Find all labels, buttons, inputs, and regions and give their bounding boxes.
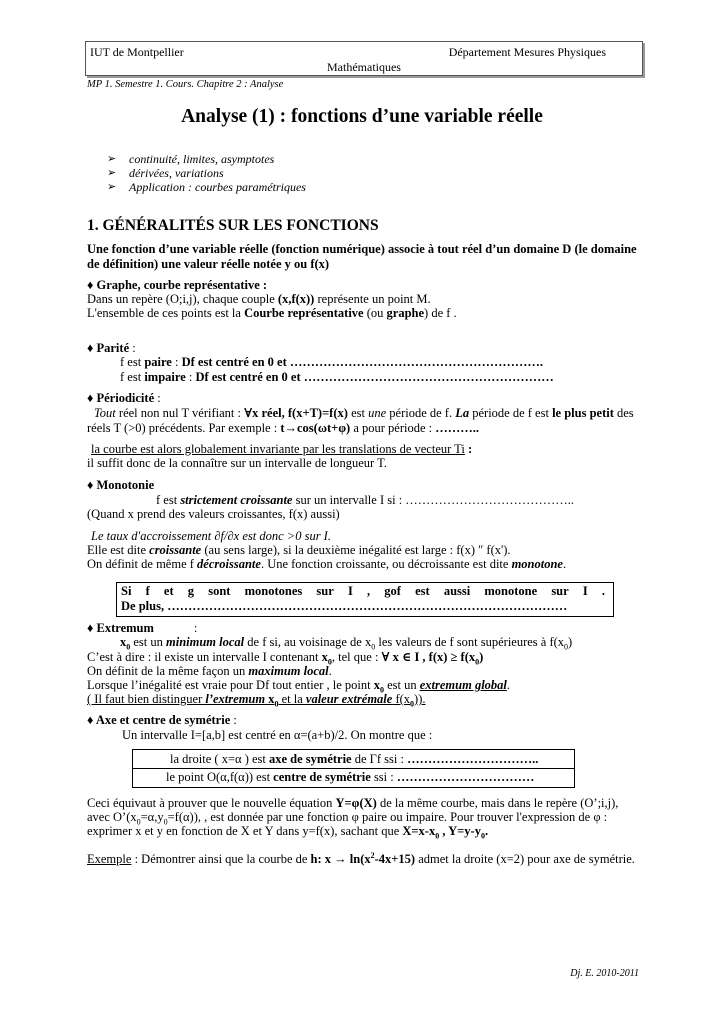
periodicite-heading: ♦ Périodicité :: [87, 391, 161, 405]
statement-word: monotone: [484, 584, 538, 598]
arrow-icon: ➢: [107, 167, 117, 179]
extremum-line: $x_0$ est un minimum local de f si, au voisinage de $x_0$ les valeurs de f sont supérieures à $f(x_0)$: [120, 635, 573, 652]
axis-condition: la droite ( x=α ) est axe de symétrie de Γf ssi : …………………………..: [170, 752, 539, 766]
extremum-line: C’est à dire : il existe un intervalle I contenant $x_0$, tel que : ∀ x ∈ I , $f(x) \ge f(x_0)$: [87, 650, 484, 667]
section-heading: 1. GÉNÉRALITÉS SUR LES FONCTIONS: [87, 217, 379, 234]
course-subheader: MP 1. Semestre 1. Cours. Chapitre 2 : Analyse: [87, 79, 284, 90]
statement-word: monotones: [244, 584, 303, 598]
statement-word: ,: [366, 584, 371, 598]
toc-item: ➢ dérivées, variations: [107, 166, 224, 180]
monotonie-line: Elle est dite croissante (au sens large), si la deuxième inégalité est large : f(x) ″ f(x').: [87, 543, 511, 557]
monotonie-line: Le taux d'accroissement ∂f/∂x est donc >0 sur I.: [91, 529, 331, 543]
statement-word: aussi: [443, 584, 471, 598]
header-department: Département Mesures Physiques: [448, 45, 606, 59]
monotonie-line: On définit de même f décroissante. Une fonction croissante, ou décroissante est dite monotone.: [87, 557, 567, 571]
composition-followup: De plus, ……………………………………………………………………………………: [121, 599, 568, 613]
method-line: exprimer x et y en fonction de X et Y dans y=f(x), sachant que $X=x-x_0$ , $Y=y-y_0$.: [87, 824, 489, 841]
statement-word: sur: [551, 584, 569, 598]
statement-word: g: [187, 584, 195, 598]
periodicite-line: la courbe est alors globalement invariante par les translations de vecteur Ti :: [91, 442, 473, 456]
extremum-heading: ♦ Extremum :: [87, 621, 198, 635]
toc-list: [107, 152, 306, 194]
statement-word: et: [163, 584, 174, 598]
composition-statement: [121, 584, 605, 599]
statement-word: gof: [384, 584, 401, 598]
page-title: Analyse (1) : fonctions d’une variable réelle: [181, 106, 543, 127]
header-box: [85, 41, 643, 76]
center-condition: le point O(α,f(α)) est centre de symétrie ssi : ……………………………: [133, 768, 574, 787]
symetrie-line: Un intervalle I=[a,b] est centré en α=(a+b)/2. On montre que :: [122, 728, 433, 742]
composition-box: [116, 582, 614, 617]
header-institution: IUT de Montpellier: [90, 45, 184, 59]
method-line: Ceci équivaut à prouver que le nouvelle équation Y=φ(X) de la même courbe, mais dans le repère (O’;i,j),: [87, 796, 619, 810]
footer-author: Dj. E. 2010-2011: [570, 968, 639, 979]
statement-word: sont: [208, 584, 231, 598]
method-line: avec $O’(x_0=\alpha,y_0=f(\alpha))$, , est donnée par une fonction φ paire ou impaire. Pour trouver l'expression de φ :: [87, 810, 608, 827]
symetrie-heading: ♦ Axe et centre de symétrie :: [87, 713, 237, 727]
toc-item: ➢ Application : courbes paramétriques: [107, 180, 306, 194]
statement-word: I: [582, 584, 588, 598]
statement-word: sur: [316, 584, 334, 598]
monotonie-heading: ♦ Monotonie: [87, 478, 155, 492]
periodicite-line: réels T (>0) précédents. Par exemple : t→cos(ωt+φ) a pour période : ………..: [87, 421, 479, 435]
statement-word: I: [347, 584, 353, 598]
monotonie-line: f est strictement croissante sur un intervalle I si : …………………………………..: [156, 493, 575, 507]
periodicite-line: Tout réel non nul T vérifiant : ∀x réel, f(x+T)=f(x) est une période de f. La période de f est le plus petit des: [94, 406, 634, 420]
exercise-line: Exemple : Démontrer ainsi que la courbe de h: $x \to \ln(x^2-4x+15)$ admet la droite (x=2) pour axe de symétrie.: [87, 851, 635, 867]
periodicite-line: il suffit donc de la connaître sur un intervalle de longueur T.: [87, 456, 387, 470]
parite-line: f est paire : Df est centré en 0 et …………………………………………………….: [120, 355, 544, 369]
graphe-heading: ♦ Graphe, courbe représentative :: [87, 278, 268, 292]
extremum-line: ( Il faut bien distinguer l’extremum $x_0$ et la valeur extrémale $f(x_0)$).: [87, 692, 426, 709]
parite-heading: ♦ Parité :: [87, 341, 136, 355]
parite-line: f est impaire : Df est centré en 0 et ……………………………………………………: [120, 370, 554, 384]
extremum-line: On définit de la même façon un maximum local.: [87, 664, 332, 678]
monotonie-line: (Quand x prend des valeurs croissantes, f(x) aussi): [87, 507, 340, 521]
extremum-line: Lorsque l’inégalité est vraie pour Df tout entier , le point $x_0$ est un extremum global.: [87, 678, 511, 695]
header-subject: Mathématiques: [327, 60, 401, 74]
symmetry-box: [132, 749, 575, 788]
arrow-icon: ➢: [107, 181, 117, 193]
intro-line: de définition) une valeur réelle notée y ou f(x): [87, 257, 330, 271]
graphe-line: Dans un repère (O;i,j), chaque couple (x,f(x)) représente un point M.: [87, 292, 431, 306]
statement-word: f: [145, 584, 150, 598]
intro-line: Une fonction d’une variable réelle (fonction numérique) associe à tout réel d’un domaine D (le domaine: [87, 242, 637, 256]
arrow-icon: ➢: [107, 153, 117, 165]
statement-word: .: [601, 584, 605, 598]
graphe-line: L'ensemble de ces points est la Courbe représentative (ou graphe) de f .: [87, 306, 457, 320]
statement-word: est: [415, 584, 430, 598]
statement-word: Si: [121, 584, 132, 598]
toc-item: ➢ continuité, limites, asymptotes: [107, 152, 275, 166]
